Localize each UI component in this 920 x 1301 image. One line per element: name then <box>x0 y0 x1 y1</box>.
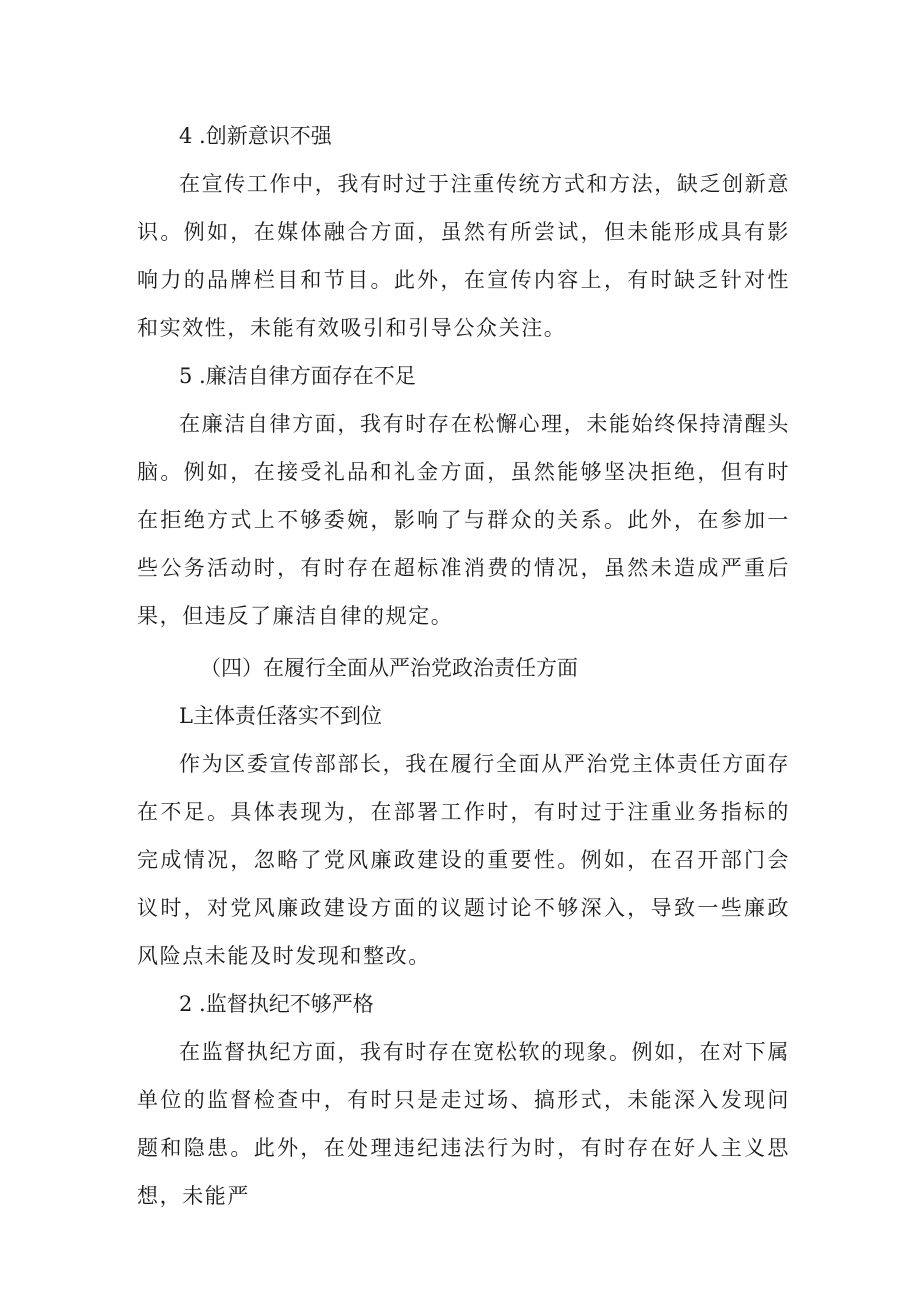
paragraph-main-responsibility: 作为区委宣传部部长，我在履行全面从严治党主体责任方面存在不足。具体表现为，在部署工作时，有时过于注重业务指标的完成情况，忽略了党风廉政建设的重要性。例如，在召开部门会议时，对党风廉政建设方面的议题讨论不够深入，导致一些廉政风险点未能及时发现和整改。 <box>137 752 790 968</box>
heading-supervision: 2 .监督执纪不够严格 <box>179 992 374 1016</box>
heading-integrity: 5 .廉洁自律方面存在不足 <box>179 364 416 388</box>
section-heading-party-discipline: （四）在履行全面从严治党政治责任方面 <box>200 656 578 680</box>
paragraph-innovation: 在宣传工作中，我有时过于注重传统方式和方法，缺乏创新意识。例如，在媒体融合方面，虽然有所尝试，但未能形成具有影响力的品牌栏目和节目。此外，在宣传内容上，有时缺乏针对性和实效性，未能有效吸引和引导公众关注。 <box>137 172 790 340</box>
heading-innovation: 4 .创新意识不强 <box>179 124 332 148</box>
heading-main-responsibility: L主体责任落实不到位 <box>179 704 382 728</box>
paragraph-integrity: 在廉洁自律方面，我有时存在松懈心理，未能始终保持清醒头脑。例如，在接受礼品和礼金方面，虽然能够坚决拒绝，但有时在拒绝方式上不够委婉，影响了与群众的关系。此外，在参加一些公务活动时，有时存在超标准消费的情况，虽然未造成严重后果，但违反了廉洁自律的规定。 <box>137 412 790 628</box>
paragraph-supervision: 在监督执纪方面，我有时存在宽松软的现象。例如，在对下属单位的监督检查中，有时只是走过场、搞形式，未能深入发现问题和隐患。此外，在处理违纪违法行为时，有时存在好人主义思想，未能严 <box>137 1040 790 1208</box>
document-body <box>137 112 790 1220</box>
